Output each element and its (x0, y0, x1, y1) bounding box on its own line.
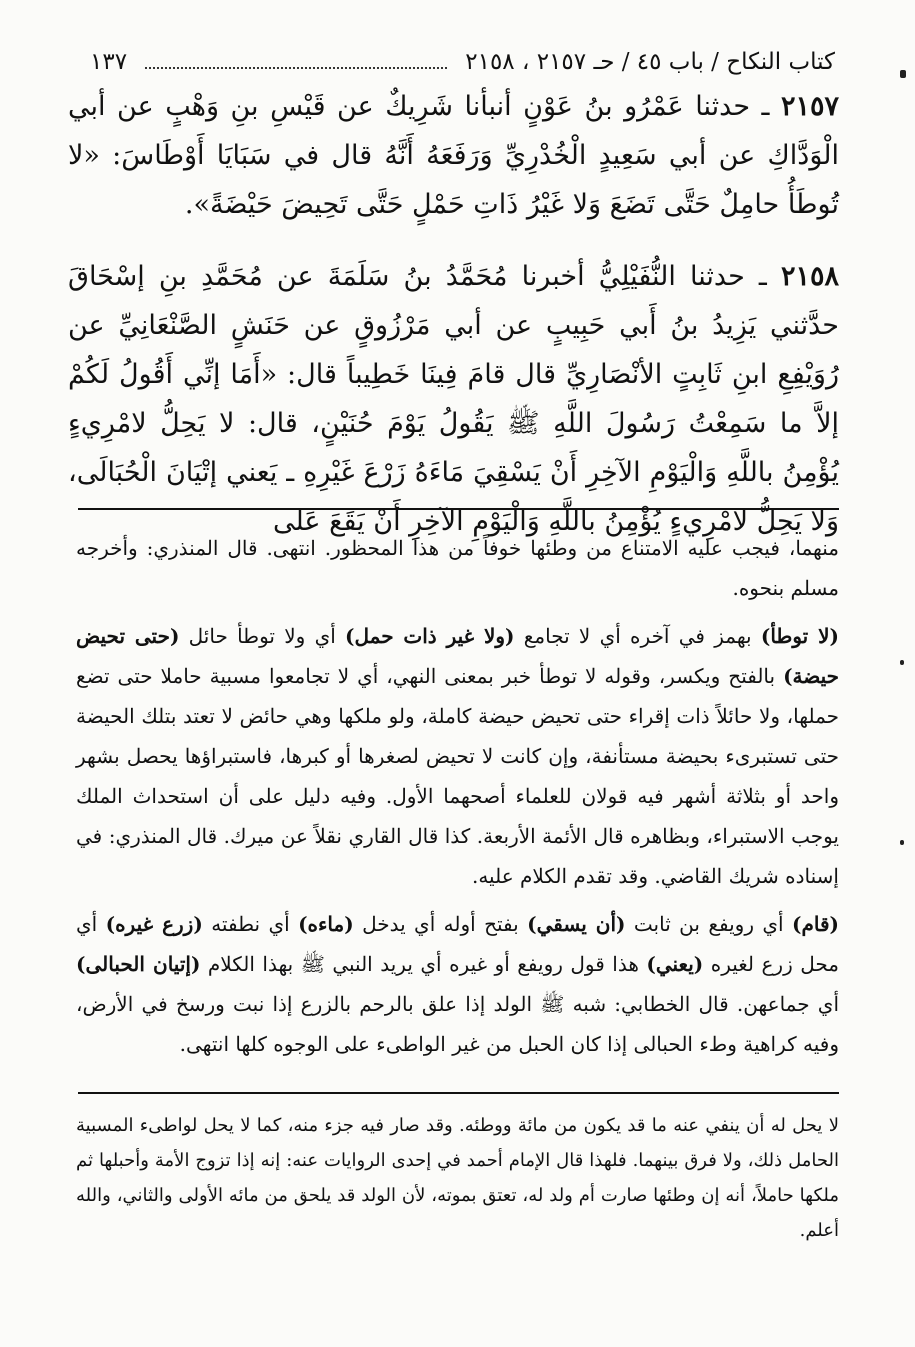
commentary-term: (لا توطأ) (760, 624, 839, 648)
commentary-term: (يعني) (646, 952, 704, 976)
commentary (76, 528, 839, 1072)
footnote (76, 1108, 839, 1248)
footnote-text: لا يحل له أن ينفي عنه ما قد يكون من مائة ووطئه. وقد صار فيه جزء منه، كما لا يحل لواطىء المسبية الحامل ذلك، ولا فرق بينهما. فلهذا قال الإمام أحمد في إحدى الروايات عنه: إنه إذا تزوج الأمة وأحبلها ثم ملكها حاملاً، أنه إن وطئها صارت أم ولد له، تعتق بموته، لأن الولد قد يلحق من مائه الأولى والثاني، والله أعلم. (76, 1115, 839, 1241)
commentary-term: (قام) (792, 912, 839, 936)
hadith-number: ٢١٥٧ (780, 91, 839, 122)
commentary-term: (إتيان الحبالى) (76, 952, 201, 976)
commentary-text: هذا قول رويفع أو غيره أي يريد النبي ﷺ بهذا الكلام (200, 952, 647, 976)
header-dotted-leader (145, 67, 447, 69)
hadith-text: ـ حدثنا النُّفَيْلِيُّ أخبرنا مُحَمَّدُ بنُ سَلَمَةَ عن مُحَمَّدِ بنِ إسْحَاقَ حدَّثني يَزِيدُ بنُ أَبي حَبِيبٍ عن أبي مَرْزُوقٍ عن حَنَشٍ الصَّنْعَانِيِّ عن رُوَيْفِعِ ابنِ ثَابِتٍ الأنْصَارِيِّ قال قامَ فِينَا خَطِيباً قال: «أَمَا إنِّي أَقُولُ لَكُمْ إلاَّ ما سَمِعْتُ رَسُولَ اللَّهِ ﷺ يَقُولُ يَوْمَ حُنَيْنٍ، قال: لا يَحِلُّ لامْرِيءٍ يُؤْمِنُ باللَّهِ وَالْيَوْمِ الآخِرِ أَنْ يَسْقِيَ مَاءَهُ زَرْعَ غَيْرِهِ ـ يَعني إتْيَانَ الْحُبَالَى، وَلا يَحِلُّ لامْرِيءٍ يُؤْمِنُ باللَّهِ وَالْيَوْمِ الآخِرِ أَنْ يَقَعَ عَلى (68, 261, 839, 537)
commentary-text: بفتح أوله أي يدخل (353, 912, 528, 936)
scan-speck (900, 660, 904, 665)
commentary-text: أي محل زرع لغيره (76, 912, 839, 976)
commentary-text: بهمز في آخره أي لا تجامع (514, 624, 761, 648)
commentary-text: أي رويفع بن ثابت (625, 912, 793, 936)
commentary-term: (أن يسقي) (527, 912, 626, 936)
commentary-text: أي ولا توطأ حائل (179, 624, 346, 648)
commentary-text: أي نطفته (202, 912, 299, 936)
hadith-text: ـ حدثنا عَمْرُو بنُ عَوْنٍ أنبأنا شَرِيكٌ عن قَيْسِ بنِ وَهْبٍ عن أبي الْوَدَّاكِ عن أبي سَعِيدٍ الْخُدْرِيِّ وَرَفَعَهُ أَنَّهُ قال في سَبَايَا أَوْطَاسَ: «لا تُوطَأُ حامِلٌ حَتَّى تَضَعَ وَلا غَيْرُ ذَاتِ حَمْلٍ حَتَّى تَحِيضَ حَيْضَةً». (68, 91, 839, 220)
hadith-2158 (68, 252, 839, 546)
commentary-term: (حتى تحيض حيضة) (76, 624, 839, 688)
commentary-text: أي جماعهن. قال الخطابي: شبه ﷺ الولد إذا علق بالرحم بالزرع إذا نبت ورسخ في الأرض، وفيه كراهية وطء الحبالى إذا كان الحبل من غير الواطىء على الوجوه كلها انتهى. (76, 992, 840, 1056)
commentary-paragraph (76, 616, 839, 896)
commentary-text: بالفتح ويكسر، وقوله لا توطأ خبر بمعنى النهي، أي لا تجامعوا مسبية حاملا حتى تضع حملها، ولا حائلاً ذات إقراء حتى تحيض حيضة كاملة، ولو ملكها وهي حائض لا تعتد بتلك الحيضة حتى تستبرىء بحيضة مستأنفة، وإن كانت لا تحيض لصغرها أو كبرها، فاستبراؤها يحصل بشهر واحد أو بثلاثة أشهر فيه قولان للعلماء أصحهما الأول. وفيه دليل على أن استحداث الملك يوجب الاستبراء، وبظاهره قال الأئمة الأربعة. كذا قال القاري نقلاً عن ميرك. قال المنذري: في إسناده شريك القاضي. وقد تقدم الكلام عليه. (76, 664, 839, 888)
commentary-text: منهما، فيجب عليه الامتناع من وطئها خوفاً من هذا المحظور. انتهى. قال المنذري: وأخرجه مسلم بنحوه. (76, 536, 839, 600)
footnote-divider (78, 1092, 839, 1094)
scan-speck (900, 70, 906, 78)
hadith-number: ٢١٥٨ (780, 261, 839, 292)
page-number: ١٣٧ (90, 49, 128, 75)
commentary-term: (زرع غيره) (105, 912, 203, 936)
text-divider (78, 508, 839, 510)
commentary-term: (ماءه) (298, 912, 354, 936)
commentary-paragraph (76, 904, 839, 1064)
commentary-paragraph (76, 528, 839, 608)
scan-speck (900, 840, 904, 845)
running-header (90, 45, 835, 79)
header-title: كتاب النكاح / باب ٤٥ / حـ ٢١٥٧ ، ٢١٥٨ (465, 49, 835, 75)
hadith-2157 (68, 82, 839, 229)
commentary-term: (ولا غير ذات حمل) (345, 624, 515, 648)
